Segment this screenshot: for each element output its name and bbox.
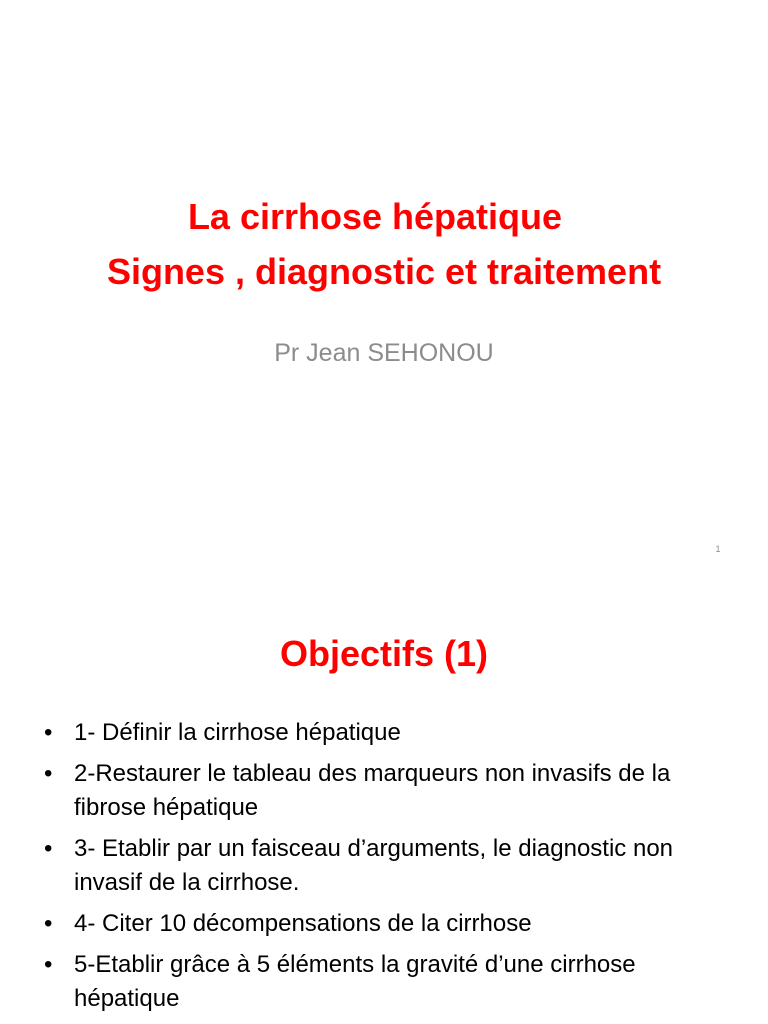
objective-item — [40, 716, 720, 750]
objective-item — [40, 948, 720, 1016]
bullet-icon: • — [44, 760, 53, 787]
author-subtitle: Pr Jean SEHONOU — [274, 339, 494, 367]
objectives-heading: Objectifs (1) — [279, 633, 489, 674]
objectives-slide — [0, 576, 768, 1024]
bullet-icon: • — [44, 910, 53, 937]
objective-item — [40, 832, 720, 900]
bullet-icon: • — [44, 835, 53, 862]
objective-text: 4- Citer 10 décompensations de la cirrhose — [74, 910, 532, 937]
slide-number: 1 — [715, 544, 721, 554]
slide-title-line-2: Signes , diagnostic et traitement — [106, 251, 662, 292]
objective-text: 1- Définir la cirrhose hépatique — [74, 719, 401, 746]
objectives-list — [40, 716, 720, 1023]
bullet-icon: • — [44, 951, 53, 978]
objective-item — [40, 757, 720, 825]
objective-text: 2-Restaurer le tableau des marqueurs non invasifs de la fibrose hépatique — [74, 760, 671, 821]
slide-title-line-1: La cirrhose hépatique — [187, 196, 563, 237]
bullet-icon: • — [44, 719, 53, 746]
objective-text: 5-Etablir grâce à 5 éléments la gravité d’une cirrhose hépatique — [74, 951, 636, 1012]
objective-item — [40, 907, 720, 941]
objective-text: 3- Etablir par un faisceau d’arguments, le diagnostic non invasif de la cirrhose. — [74, 835, 674, 896]
